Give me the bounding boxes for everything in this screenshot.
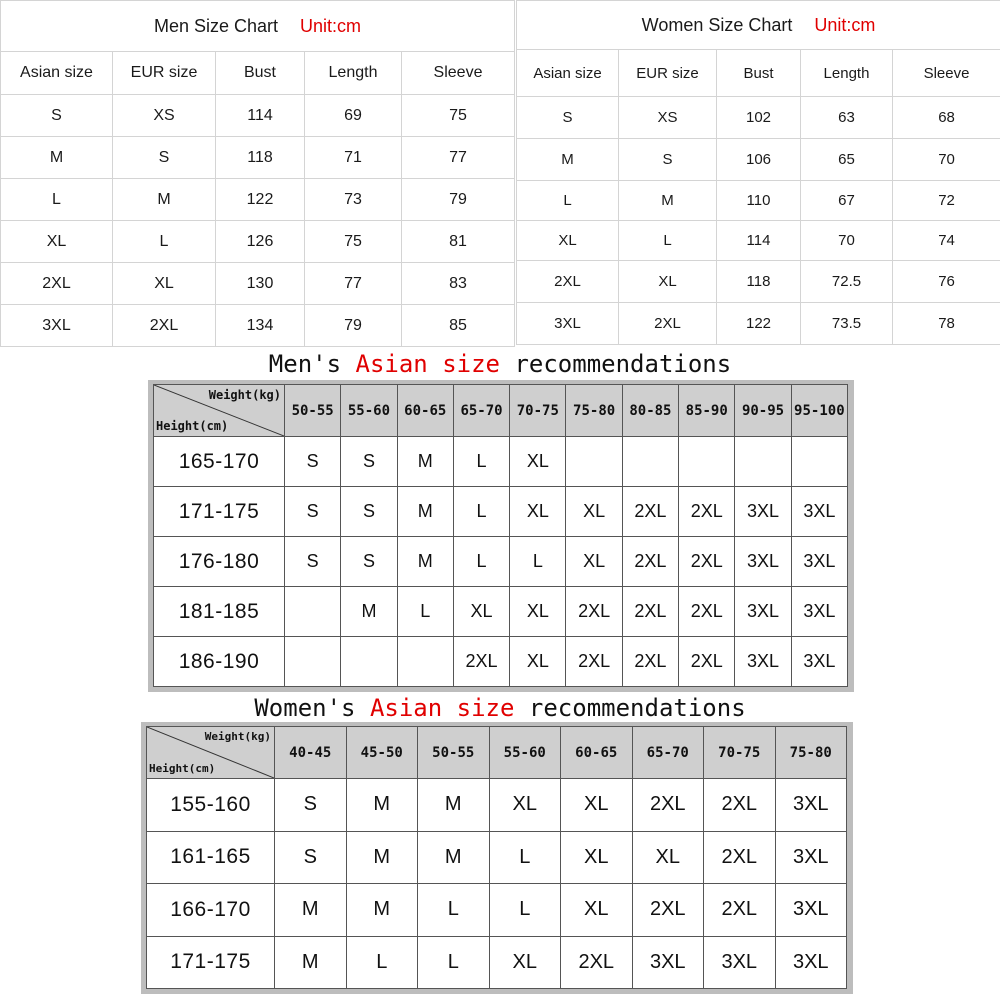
table-cell: XL [517,221,619,261]
weight-header: 60-65 [561,727,633,779]
size-cell: XL [566,487,622,537]
table-cell: 76 [893,261,1000,303]
size-cell: L [510,537,566,587]
table-cell: 122 [717,303,801,345]
table-cell: XL [1,221,113,263]
table-row [517,261,1000,303]
weight-header: 60-65 [397,385,453,437]
size-cell: M [418,831,490,884]
size-cell: L [346,936,418,989]
table-row [147,936,847,989]
size-cell: 2XL [679,587,735,637]
table-cell: 2XL [113,305,216,347]
size-cell: 3XL [775,831,847,884]
corner-weight-label: Weight(kg) [208,388,281,402]
height-label: 171-175 [154,487,285,537]
size-cell: S [341,487,397,537]
women-size-chart-title-cell [517,1,1000,50]
table-row [154,437,848,487]
table-cell: 69 [305,95,402,137]
size-cell [341,637,397,687]
women-size-chart [516,0,1000,345]
weight-header: 70-75 [510,385,566,437]
table-row [1,137,515,179]
size-cell: M [346,884,418,937]
women-header-asian-size: Asian size [517,50,619,97]
size-cell: M [346,779,418,832]
table-cell: 106 [717,139,801,181]
table-row [154,487,848,537]
table-row [517,181,1000,221]
size-cell [285,637,341,687]
table-cell: 67 [801,181,893,221]
weight-header-row [147,727,847,779]
women-rec-title-prefix: Women's [254,694,370,722]
size-cell: XL [489,936,561,989]
weight-header: 80-85 [622,385,678,437]
size-cell: L [397,587,453,637]
table-cell: 3XL [517,303,619,345]
table-cell: L [1,179,113,221]
table-cell: 65 [801,139,893,181]
table-row [517,97,1000,139]
table-cell: S [1,95,113,137]
table-cell: 71 [305,137,402,179]
size-cell: 2XL [622,487,678,537]
table-cell: 79 [305,305,402,347]
table-cell: 73 [305,179,402,221]
size-cell: XL [561,884,633,937]
men-rec-title-suffix: recommendations [500,350,732,378]
size-cell [735,437,791,487]
size-cell: 2XL [622,637,678,687]
table-cell: XS [619,97,717,139]
corner-header [154,385,285,437]
size-cell: 3XL [791,587,847,637]
corner-header [147,727,275,779]
table-row [1,221,515,263]
size-cell: XL [510,437,566,487]
women-size-chart-unit: Unit:cm [814,14,876,35]
women-header-sleeve: Sleeve [893,50,1000,97]
table-row [154,537,848,587]
table-cell: 85 [402,305,515,347]
size-cell: 2XL [632,884,704,937]
size-cell: L [489,831,561,884]
table-cell: M [1,137,113,179]
size-cell: XL [561,779,633,832]
table-row [147,884,847,937]
table-cell: L [619,221,717,261]
size-cell: 3XL [775,779,847,832]
table-cell: 134 [216,305,305,347]
table-row [1,305,515,347]
height-label: 176-180 [154,537,285,587]
size-cell: 3XL [632,936,704,989]
size-cell [566,437,622,487]
table-cell: 72.5 [801,261,893,303]
table-cell: 79 [402,179,515,221]
height-label: 165-170 [154,437,285,487]
men-header-asian-size: Asian size [1,52,113,95]
size-cell: 2XL [704,884,776,937]
weight-header: 40-45 [275,727,347,779]
size-cell: L [453,537,509,587]
size-cell: M [341,587,397,637]
men-rec-title-accent: Asian size [355,350,500,378]
table-cell: 118 [216,137,305,179]
table-cell: XL [619,261,717,303]
corner-height-label: Height(cm) [156,419,229,433]
table-cell: M [619,181,717,221]
table-row [154,587,848,637]
table-cell: 2XL [1,263,113,305]
table-row [517,303,1000,345]
size-cell: XL [453,587,509,637]
size-cell: S [285,487,341,537]
weight-header: 75-80 [775,727,847,779]
table-cell: 81 [402,221,515,263]
table-cell: 110 [717,181,801,221]
height-label: 186-190 [154,637,285,687]
women-recommendations-table [146,726,847,989]
women-header-bust: Bust [717,50,801,97]
weight-header: 75-80 [566,385,622,437]
size-cell: 2XL [704,779,776,832]
size-cell: 2XL [566,637,622,687]
table-row [1,179,515,221]
weight-header: 65-70 [632,727,704,779]
men-header-length: Length [305,52,402,95]
size-cell: 2XL [679,637,735,687]
size-cell: S [275,831,347,884]
height-label: 155-160 [147,779,275,832]
table-cell: 114 [216,95,305,137]
women-rec-title-suffix: recommendations [514,694,746,722]
size-cell: L [489,884,561,937]
size-cell: 2XL [622,537,678,587]
women-recommendations-title [0,694,1000,722]
weight-header: 65-70 [453,385,509,437]
table-cell: 118 [717,261,801,303]
height-label: 161-165 [147,831,275,884]
size-cell: L [453,487,509,537]
weight-header: 70-75 [704,727,776,779]
size-cell: 2XL [679,537,735,587]
table-cell: L [113,221,216,263]
men-header-bust: Bust [216,52,305,95]
size-cell [791,437,847,487]
table-cell: XS [113,95,216,137]
size-cell: 3XL [775,936,847,989]
size-cell: XL [561,831,633,884]
table-cell: XL [113,263,216,305]
size-cell: XL [632,831,704,884]
size-cell: 2XL [679,487,735,537]
size-cell [622,437,678,487]
table-row [147,831,847,884]
table-cell: 2XL [517,261,619,303]
weight-header: 50-55 [418,727,490,779]
table-cell: 74 [893,221,1000,261]
women-recommendations-grid [141,722,853,994]
table-row [1,263,515,305]
size-cell: XL [510,487,566,537]
size-cell: 2XL [566,587,622,637]
size-cell: 3XL [735,537,791,587]
size-cell: 3XL [791,487,847,537]
height-label: 181-185 [154,587,285,637]
table-row [147,779,847,832]
size-cell: 2XL [704,831,776,884]
women-rec-title-accent: Asian size [369,694,515,722]
table-cell: 83 [402,263,515,305]
size-cell: S [275,779,347,832]
size-cell: M [275,936,347,989]
table-cell: 3XL [1,305,113,347]
men-size-chart-title: Men Size Chart [153,15,279,36]
table-cell: 122 [216,179,305,221]
size-cell: 2XL [632,779,704,832]
size-cell: S [341,537,397,587]
size-cell: 3XL [775,884,847,937]
size-cell: S [285,437,341,487]
table-row [154,637,848,687]
table-cell: S [113,137,216,179]
size-cell: 2XL [453,637,509,687]
size-cell: M [346,831,418,884]
men-recommendations-title [0,350,1000,378]
table-cell: 78 [893,303,1000,345]
table-cell: 75 [402,95,515,137]
size-cell: 3XL [704,936,776,989]
size-cell: 3XL [735,637,791,687]
height-label: 166-170 [147,884,275,937]
corner-height-label: Height(cm) [149,762,216,775]
weight-header: 90-95 [735,385,791,437]
table-cell: 126 [216,221,305,263]
size-cell: XL [566,537,622,587]
women-header-length: Length [801,50,893,97]
table-cell: 2XL [619,303,717,345]
height-label: 171-175 [147,936,275,989]
size-cell: L [418,884,490,937]
men-header-eur-size: EUR size [113,52,216,95]
table-cell: 77 [305,263,402,305]
size-cell [397,637,453,687]
corner-weight-label: Weight(kg) [204,730,271,743]
men-recommendations-grid [148,380,854,692]
weight-header: 55-60 [341,385,397,437]
size-cell: XL [489,779,561,832]
table-cell: S [517,97,619,139]
size-cell: 3XL [735,487,791,537]
table-cell: M [113,179,216,221]
weight-header-row [154,385,848,437]
table-cell: S [619,139,717,181]
table-row [517,221,1000,261]
size-cell: L [418,936,490,989]
men-rec-title-prefix: Men's [268,350,356,378]
size-cell: M [397,487,453,537]
size-cell [679,437,735,487]
men-size-chart-title-cell [1,1,515,52]
men-header-sleeve: Sleeve [402,52,515,95]
size-cell: XL [510,587,566,637]
size-cell: 3XL [735,587,791,637]
size-cell: M [397,537,453,587]
table-cell: 63 [801,97,893,139]
size-cell: M [397,437,453,487]
table-cell: 70 [801,221,893,261]
table-cell: L [517,181,619,221]
table-cell: 68 [893,97,1000,139]
table-cell: 114 [717,221,801,261]
size-cell: XL [510,637,566,687]
size-cell: S [285,537,341,587]
size-cell: 3XL [791,537,847,587]
size-cell: 3XL [791,637,847,687]
table-cell: 130 [216,263,305,305]
size-cell: M [275,884,347,937]
size-cell: S [341,437,397,487]
weight-header: 50-55 [285,385,341,437]
weight-header: 85-90 [679,385,735,437]
size-cell: L [453,437,509,487]
table-cell: 72 [893,181,1000,221]
table-cell: 70 [893,139,1000,181]
weight-header: 45-50 [346,727,418,779]
size-cell [285,587,341,637]
women-header-eur-size: EUR size [619,50,717,97]
weight-header: 95-100 [791,385,847,437]
table-cell: 77 [402,137,515,179]
weight-header: 55-60 [489,727,561,779]
table-cell: 75 [305,221,402,263]
men-recommendations-table [153,384,848,687]
men-size-chart-unit: Unit:cm [300,15,362,36]
men-size-chart [0,0,515,347]
table-cell: M [517,139,619,181]
size-cell: 2XL [561,936,633,989]
women-size-chart-title: Women Size Chart [641,14,793,35]
table-row [517,139,1000,181]
table-cell: 102 [717,97,801,139]
table-cell: 73.5 [801,303,893,345]
size-cell: M [418,779,490,832]
size-cell: 2XL [622,587,678,637]
table-row [1,95,515,137]
